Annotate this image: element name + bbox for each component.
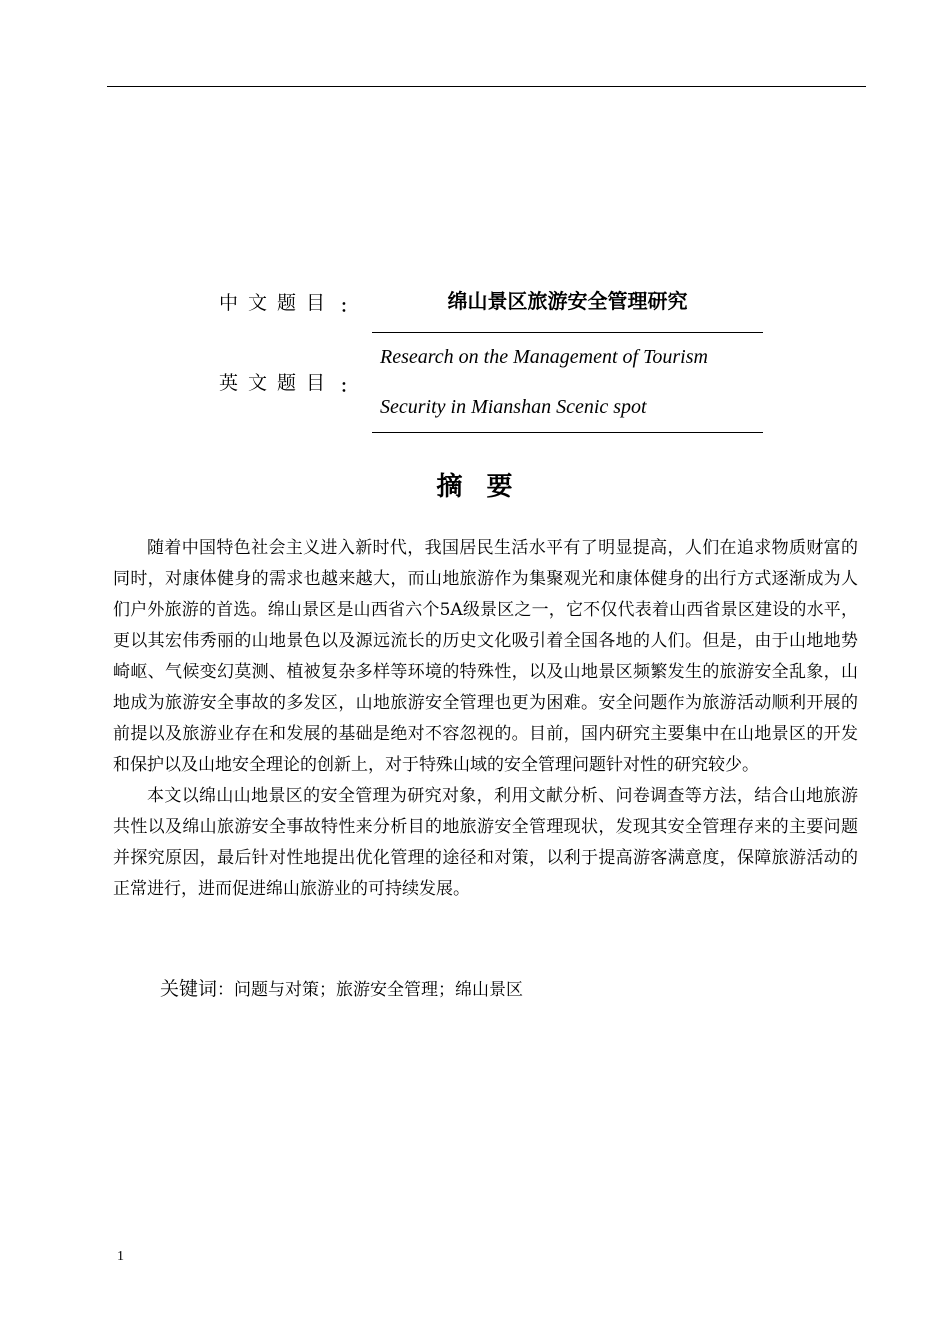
cn-title-label: 中文题目 (219, 292, 336, 314)
en-title-line-1: Research on the Management of Tourism (380, 346, 708, 368)
header-rule (107, 86, 866, 87)
keywords-line (160, 974, 523, 1001)
cn-title: 绵山景区旅游安全管理研究 (447, 289, 688, 313)
page-number: 1 (117, 1249, 124, 1264)
abstract-body (113, 533, 858, 905)
keywords-text: 问题与对策；旅游安全管理；绵山景区 (234, 980, 524, 1000)
cn-title-underline (372, 332, 763, 333)
keywords-colon: ： (217, 980, 235, 1000)
en-title-line-2: Security in Mianshan Scenic spot (380, 396, 647, 418)
abstract-paragraph-2: 本文以绵山山地景区的安全管理为研究对象，利用文献分析、问卷调查等方法，结合山地旅游共性以及绵山旅游安全事故特性来分析目的地旅游安全管理现状，发现其安全管理存来的主要问题并探究原因，最后针对性地提出优化管理的途径和对策，以利于提高游客满意度，保障旅游活动的正常进行，进而促进绵山旅游业的可持续发展。 (113, 786, 858, 899)
abstract-paragraph-1: 随着中国特色社会主义进入新时代，我国居民生活水平有了明显提高，人们在追求物质财富的同时，对康体健身的需求也越来越大，而山地旅游作为集聚观光和康体健身的出行方式逐渐成为人们户外旅游的首选。绵山景区是山西省六个5A级景区之一，它不仅代表着山西省景区建设的水平，更以其宏伟秀丽的山地景色以及源远流长的历史文化吸引着全国各地的人们。但是，由于山地地势崎岖、气候变幻莫测、植被复杂多样等环境的特殊性，以及山地景区频繁发生的旅游安全乱象，山地成为旅游安全事故的多发区，山地旅游安全管理也更为困难。安全问题作为旅游活动顺利开展的前提以及旅游业存在和发展的基础是绝对不容忽视的。目前，国内研究主要集中在山地景区的开发和保护以及山地安全理论的创新上，对于特殊山域的安全管理问题针对性的研究较少。 (113, 538, 858, 775)
abstract-heading: 摘要 (436, 472, 537, 502)
en-title-underline (372, 432, 763, 433)
en-title-colon: ： (340, 377, 357, 397)
keywords-label: 关键词 (160, 978, 218, 1000)
cn-title-colon: ： (340, 297, 357, 317)
en-title-label: 英文题目 (219, 372, 336, 394)
